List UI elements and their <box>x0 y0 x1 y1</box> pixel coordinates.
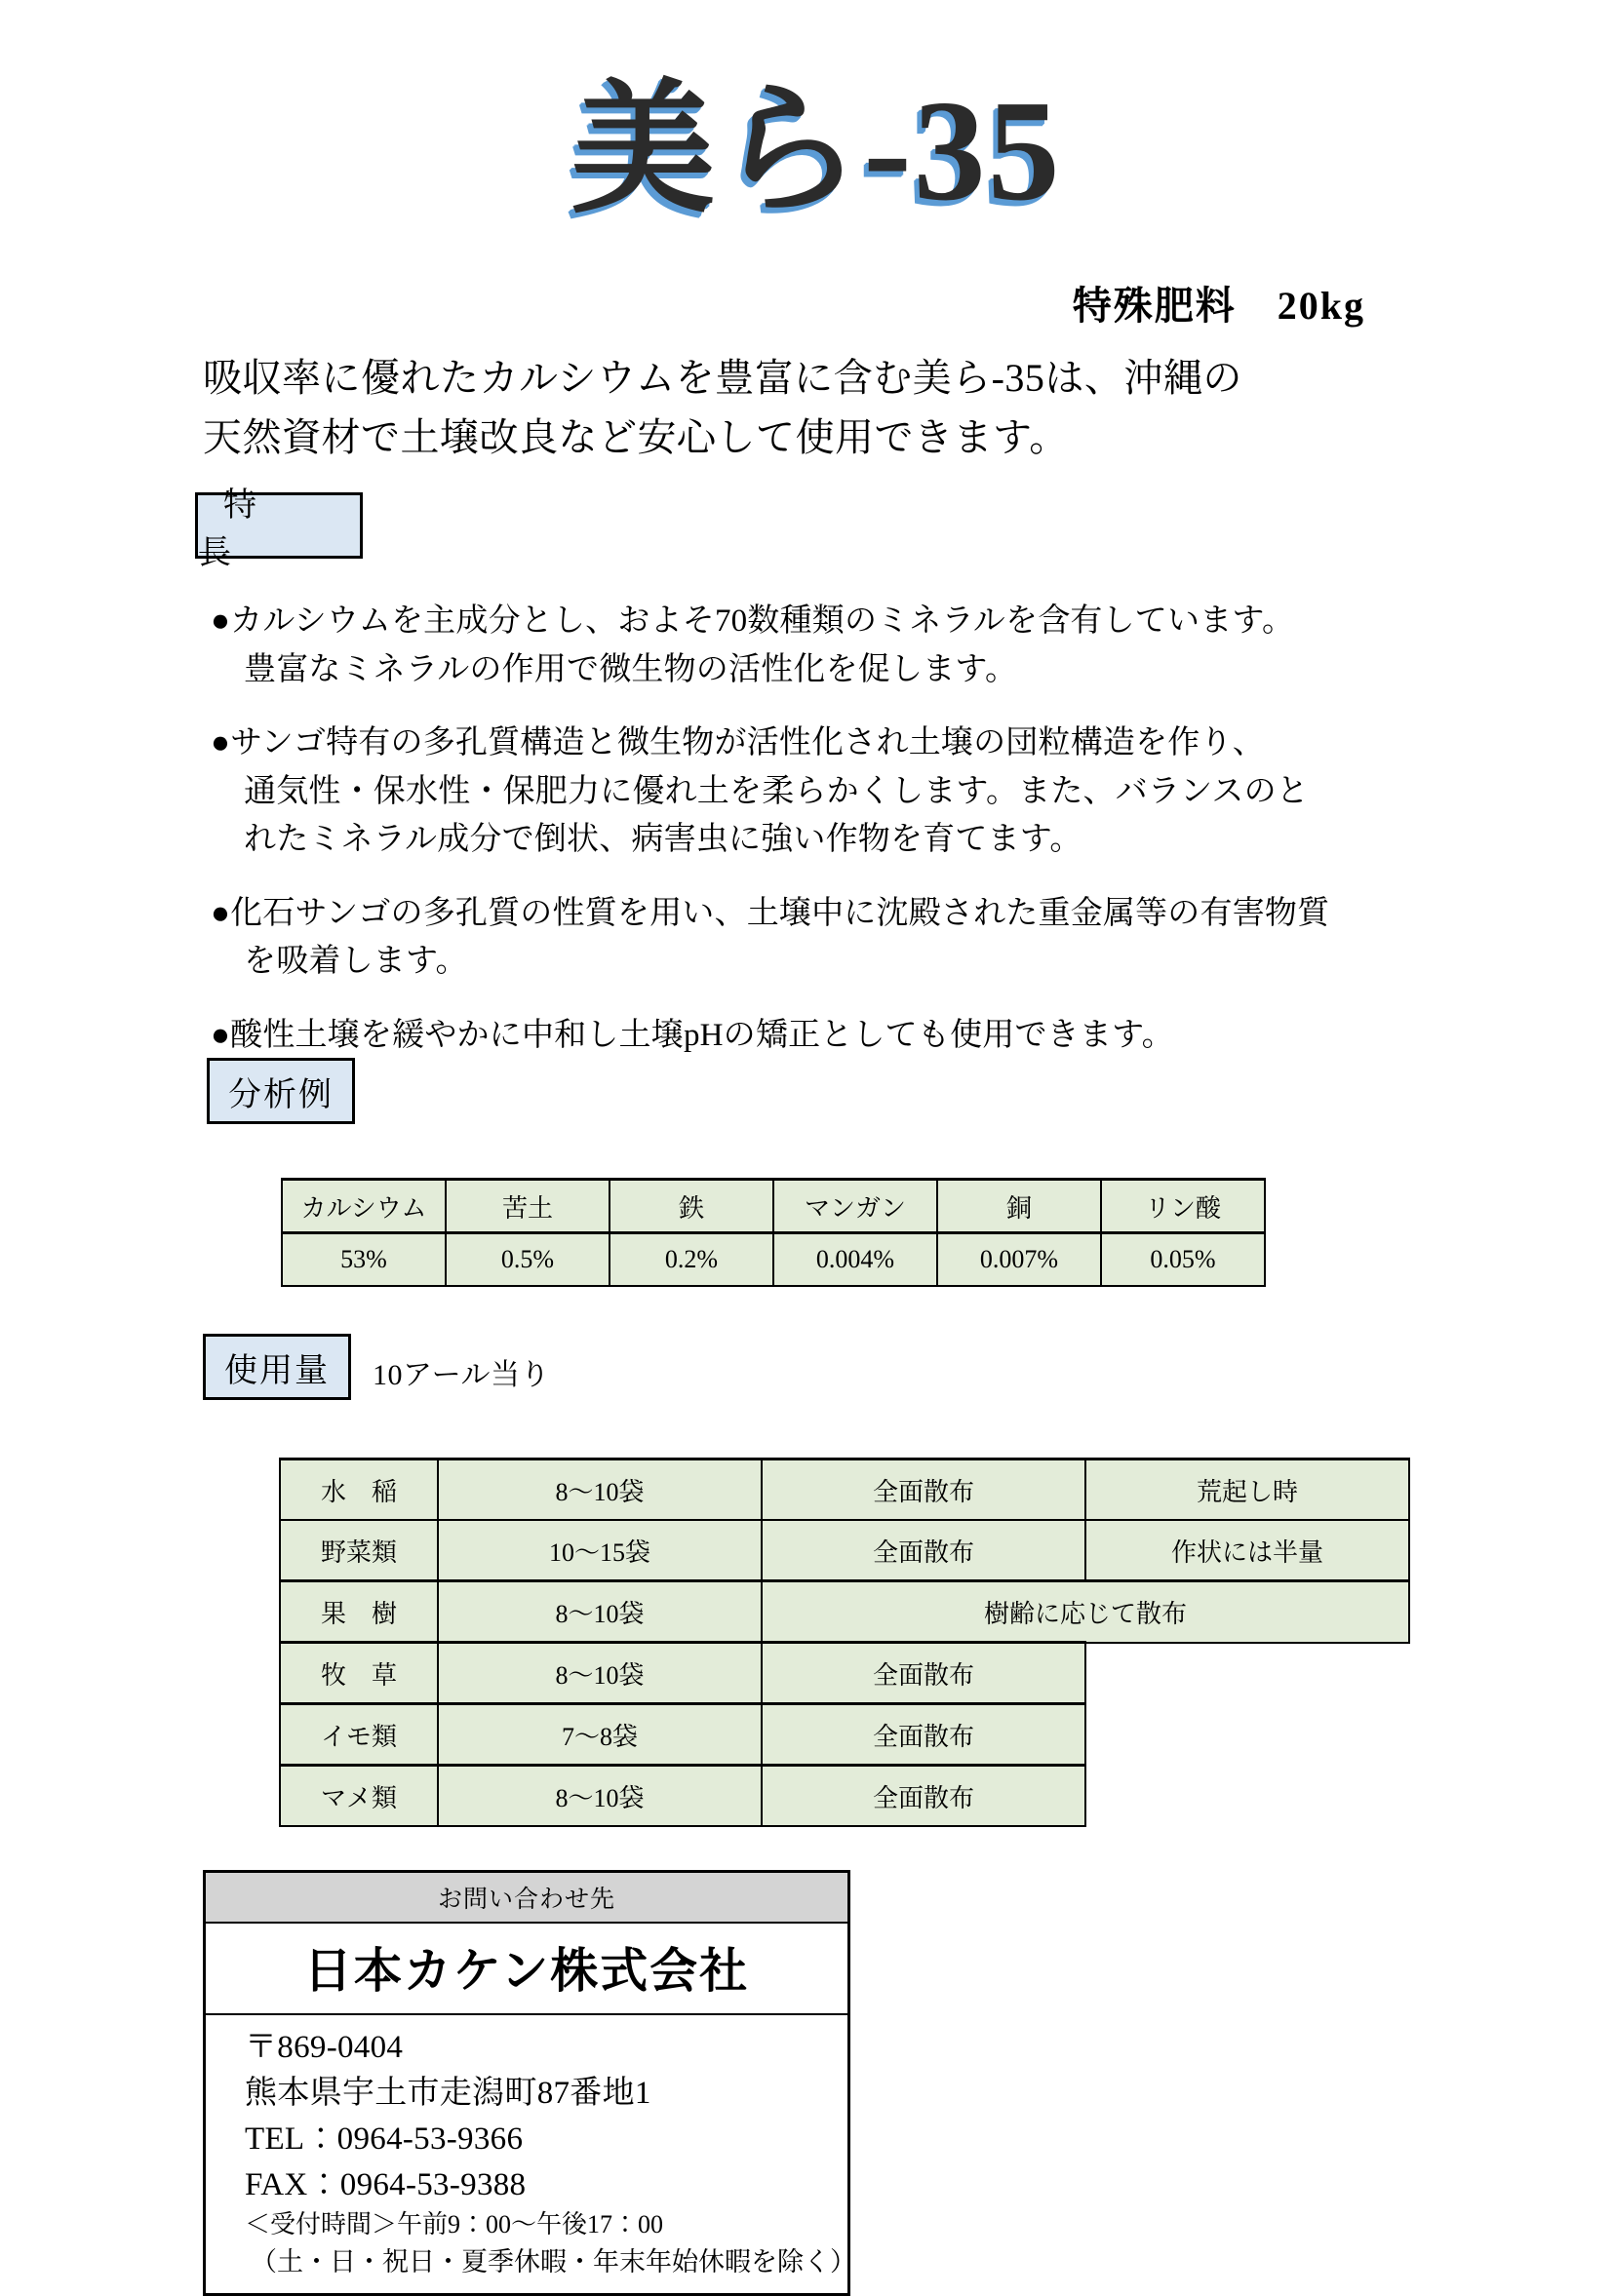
table-cell-value: 0.007% <box>937 1233 1101 1287</box>
table-row <box>282 1233 1265 1287</box>
feature-item <box>211 1012 1459 1061</box>
table-cell-crop: 果 樹 <box>280 1581 438 1643</box>
section-heading-usage <box>203 1334 351 1400</box>
feature-text: カルシウムを主成分とし、およそ70数種類のミネラルを含有しています。 <box>230 603 1295 639</box>
feature-item <box>211 598 1459 694</box>
bullet-dot-icon: ● <box>211 895 231 931</box>
table-cell-amount: 8～10袋 <box>438 1459 762 1521</box>
feature-line <box>211 598 1459 646</box>
table-row-header <box>282 1180 1265 1233</box>
street-address: 熊本県宇土市走潟町87番地1 <box>245 2075 651 2111</box>
page-title: 美ら-35 <box>570 71 1062 231</box>
table-cell-empty <box>1085 1766 1409 1827</box>
table-cell-crop: 野菜類 <box>280 1520 438 1581</box>
lead-line-2: 天然資材で土壌改良など安心して使用できます。 <box>203 414 1069 459</box>
table-cell-method: 全面散布 <box>762 1643 1085 1704</box>
table-cell-note: 荒起し時 <box>1085 1459 1409 1521</box>
company-name: 日本カケン株式会社 <box>206 1924 847 2015</box>
feature-line <box>211 1012 1459 1061</box>
feature-item <box>211 720 1459 865</box>
section-heading-analysis <box>207 1058 355 1124</box>
table-cell-method: 全面散布 <box>762 1520 1085 1581</box>
feature-line: を吸着します。 <box>244 944 468 979</box>
table-cell-crop: 牧 草 <box>280 1643 438 1704</box>
section-heading-analysis-label: 分析例 <box>228 1076 334 1113</box>
section-heading-usage-label: 使用量 <box>224 1352 330 1389</box>
fax-number: FAX：0964-53-9388 <box>245 2166 527 2202</box>
table-cell-empty <box>1085 1704 1409 1766</box>
table-cell-amount: 8～10袋 <box>438 1643 762 1704</box>
table-cell-method: 樹齢に応じて散布 <box>762 1581 1409 1643</box>
table-cell-header: 鉄 <box>610 1180 773 1233</box>
contact-header: お問い合わせ先 <box>206 1873 847 1924</box>
features-list <box>211 598 1459 1085</box>
feature-line <box>211 720 1459 768</box>
section-heading-features <box>195 487 363 571</box>
table-cell-crop: 水 稲 <box>280 1459 438 1521</box>
section-heading-features-label: 特 長 <box>198 487 340 571</box>
table-row <box>280 1581 1409 1643</box>
table-cell-crop: イモ類 <box>280 1704 438 1766</box>
holiday-notice: （土・日・祝日・夏季休暇・年末年始休暇を除く） <box>251 2247 856 2277</box>
table-cell-empty <box>1085 1643 1409 1704</box>
table-cell-header: カルシウム <box>282 1180 446 1233</box>
table-row <box>280 1704 1409 1766</box>
table-cell-header: リン酸 <box>1101 1180 1265 1233</box>
feature-text: 化石サンゴの多孔質の性質を用い、土壌中に沈殿された重金属等の有害物質 <box>230 895 1330 931</box>
feature-line: 通気性・保水性・保肥力に優れ土を柔らかくします。また、バランスのと <box>244 773 1309 809</box>
table-cell-amount: 8～10袋 <box>438 1581 762 1643</box>
lead-line-1: 吸収率に優れたカルシウムを豊富に含む美ら-35は、沖縄の <box>203 356 1242 400</box>
table-cell-method: 全面散布 <box>762 1459 1085 1521</box>
table-cell-crop: マメ類 <box>280 1766 438 1827</box>
table-row <box>280 1643 1409 1704</box>
telephone-number: TEL：0964-53-9366 <box>245 2121 524 2157</box>
contact-box <box>203 1870 856 2296</box>
feature-text: サンゴ特有の多孔質構造と微生物が活性化され土壌の団粒構造を作り、 <box>230 725 1265 760</box>
table-cell-value: 0.004% <box>773 1233 937 1287</box>
product-subtitle: 特殊肥料 20kg <box>1072 284 1365 328</box>
table-cell-header: 銅 <box>937 1180 1101 1233</box>
table-cell-value: 0.5% <box>446 1233 610 1287</box>
table-cell-value: 53% <box>282 1233 446 1287</box>
feature-line: れたミネラル成分で倒状、病害虫に強い作物を育てます。 <box>244 822 1082 857</box>
table-cell-amount: 8～10袋 <box>438 1766 762 1827</box>
table-cell-value: 0.05% <box>1101 1233 1265 1287</box>
contact-details <box>206 2015 856 2293</box>
table-cell-note: 作状には半量 <box>1085 1520 1409 1581</box>
table-cell-amount: 10～15袋 <box>438 1520 762 1581</box>
analysis-table <box>281 1178 1266 1287</box>
bullet-dot-icon: ● <box>211 1017 231 1053</box>
table-cell-method: 全面散布 <box>762 1766 1085 1827</box>
postal-code: 〒869-0404 <box>245 2030 404 2065</box>
table-cell-header: 苦土 <box>446 1180 610 1233</box>
bullet-dot-icon: ● <box>211 725 231 760</box>
table-cell-method: 全面散布 <box>762 1704 1085 1766</box>
business-hours: ＜受付時間＞午前9：00～午後17：00 <box>245 2210 664 2239</box>
table-cell-value: 0.2% <box>610 1233 773 1287</box>
usage-table <box>279 1458 1410 1827</box>
table-cell-header: マンガン <box>773 1180 937 1233</box>
bullet-dot-icon: ● <box>211 603 231 639</box>
lead-paragraph <box>203 349 1471 468</box>
usage-note: 10アール当り <box>373 1359 550 1391</box>
feature-item <box>211 890 1459 987</box>
title-area <box>0 71 1613 231</box>
table-row <box>280 1520 1409 1581</box>
feature-line: 豊富なミネラルの作用で微生物の活性化を促します。 <box>244 651 1018 687</box>
table-cell-amount: 7～8袋 <box>438 1704 762 1766</box>
table-row <box>280 1459 1409 1521</box>
table-row <box>280 1766 1409 1827</box>
feature-text: 酸性土壌を緩やかに中和し土壌pHの矯正としても使用できます。 <box>230 1017 1174 1053</box>
feature-line <box>211 890 1459 939</box>
